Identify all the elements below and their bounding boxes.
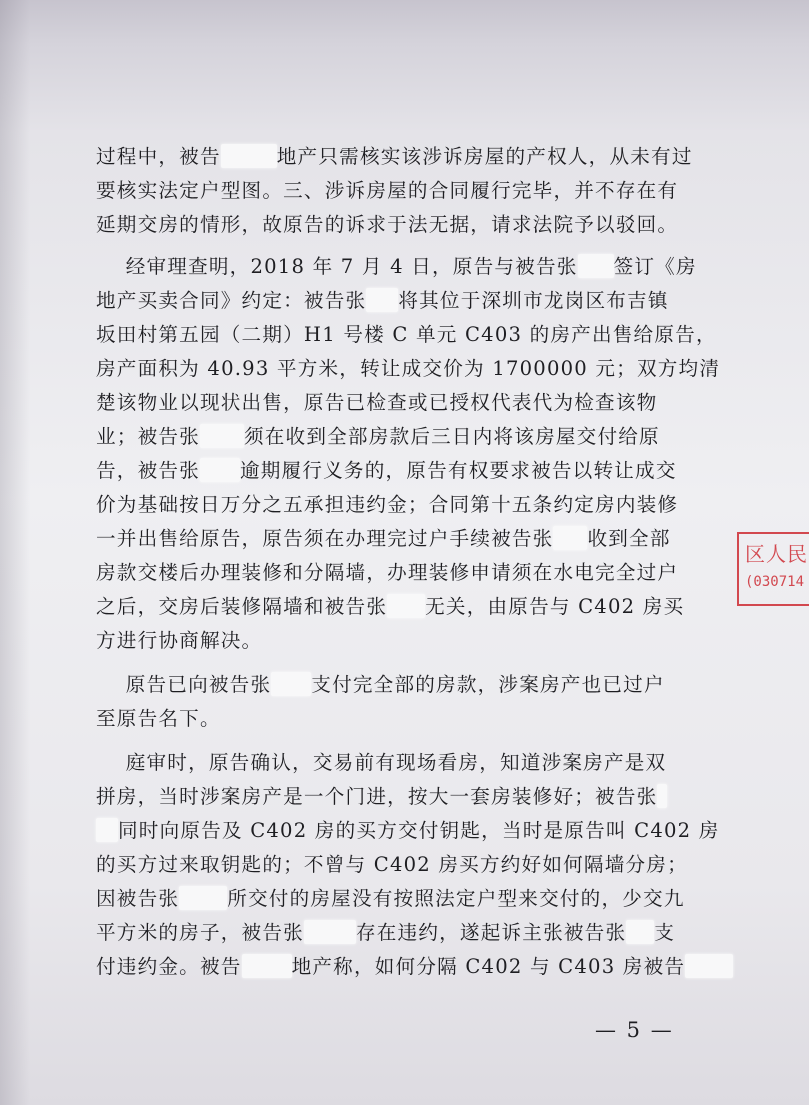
text-line: [96, 590, 696, 624]
text-segment: 地产买卖合同》约定：被告张: [96, 289, 367, 312]
redaction-block: [626, 920, 654, 944]
text-segment: 一并出售给原告，原告须在办理完过户手续被告张: [96, 527, 554, 550]
text-line: [96, 454, 696, 488]
text-segment: 告，被告张: [96, 459, 200, 482]
text-segment: 的买方过来取钥匙的；不曾与 C402 房买方约好如何隔墙分房；: [96, 853, 688, 876]
text-segment: 拼房，当时涉案房产是一个门进，按大一套房装修好；被告张: [96, 785, 658, 808]
seal-stamp-code: (030714: [745, 574, 805, 590]
text-segment: 之后，交房后装修隔墙和被告张: [96, 595, 388, 618]
text-line: [96, 882, 696, 916]
text-segment: 付违约金。被告: [96, 955, 242, 978]
redaction-block: [96, 818, 118, 842]
redaction-block: [271, 672, 311, 696]
text-segment: 将其位于深圳市龙岗区布吉镇: [398, 289, 669, 312]
text-segment: 地产称，如何分隔 C402 与 C403 房被告: [291, 955, 686, 978]
text-line: [96, 522, 696, 556]
redaction-block: [304, 920, 356, 944]
page-number: — 5 —: [595, 1018, 674, 1042]
text-line: [96, 624, 696, 658]
text-segment: 原告已向被告张: [96, 673, 272, 696]
redaction-block: [553, 526, 587, 550]
redaction-block: [657, 784, 667, 808]
redaction-block: [179, 886, 227, 910]
text-segment: 经审理查明，2018 年 7 月 4 日，原告与被告张: [96, 255, 578, 278]
redaction-block: [200, 424, 244, 448]
text-line: [96, 780, 696, 814]
text-segment: 房产面积为 40.93 平方米，转让成交价为 1700000 元；双方均清: [96, 357, 721, 380]
text-segment: 无关，由原告与 C402 房买: [425, 595, 685, 618]
redaction-block: [221, 144, 277, 168]
text-line: [96, 386, 696, 420]
text-line: [96, 848, 696, 882]
text-line: [96, 208, 696, 242]
text-segment: 逾期履行义务的，原告有权要求被告以转让成交: [239, 459, 677, 482]
text-segment: 所交付的房屋没有按照法定户型来交付的，少交九: [227, 887, 685, 910]
seal-stamp-text: 区人民: [745, 542, 808, 566]
text-line: [96, 488, 696, 522]
text-line: [96, 814, 720, 848]
text-segment: 至原告名下。: [96, 707, 221, 730]
text-segment: 延期交房的情形，故原告的诉求于法无据，请求法院予以驳回。: [96, 213, 679, 236]
text-segment: 存在违约，遂起诉主张被告张: [355, 921, 627, 944]
redaction-block: [200, 458, 240, 482]
text-segment: 要核实法定户型图。三、涉诉房屋的合同履行完毕，并不存在有: [96, 179, 679, 202]
text-line: [96, 174, 696, 208]
text-line: [96, 420, 696, 454]
text-segment: 平方米的房子，被告张: [96, 921, 304, 944]
text-line: [96, 702, 696, 736]
text-segment: 方进行协商解决。: [96, 629, 263, 652]
text-segment: 支付完全部的房款，涉案房产也已过户: [311, 673, 665, 696]
redaction-block: [366, 288, 398, 312]
text-line: [96, 668, 696, 702]
text-segment: 同时向原告及 C402 房的买方交付钥匙，当时是原告叫 C402 房: [118, 819, 720, 842]
text-line: [96, 284, 696, 318]
text-line: [96, 746, 696, 780]
text-line: [96, 556, 696, 590]
redaction-block: [685, 954, 733, 978]
text-segment: 须在收到全部房款后三日内将该房屋交付给原: [243, 425, 660, 448]
text-segment: 房款交楼后办理装修和分隔墙，办理装修申请须在水电完全过户: [96, 561, 679, 584]
text-segment: 业；被告张: [96, 425, 200, 448]
text-segment: 楚该物业以现状出售，原告已检查或已授权代表代为检查该物: [96, 391, 658, 414]
text-line: [96, 250, 696, 284]
text-line: [96, 352, 721, 386]
text-line: [96, 916, 696, 950]
text-line: [96, 950, 696, 984]
redaction-block: [242, 954, 292, 978]
text-segment: 价为基础按日万分之五承担违约金；合同第十五条约定房内装修: [96, 493, 679, 516]
text-segment: 因被告张: [96, 887, 180, 910]
text-segment: 签订《房: [613, 255, 697, 278]
redaction-block: [387, 594, 425, 618]
redaction-block: [578, 254, 614, 278]
text-line: [96, 318, 717, 352]
text-segment: 地产只需核实该涉诉房屋的产权人，从未有过: [276, 145, 693, 168]
text-segment: 过程中，被告: [96, 145, 221, 168]
text-segment: 坂田村第五园（二期）H1 号楼 C 单元 C403 的房产出售给原告，: [96, 323, 717, 346]
text-segment: 收到全部: [587, 527, 671, 550]
text-line: [96, 140, 696, 174]
text-segment: 支: [654, 921, 676, 944]
text-segment: 庭审时，原告确认，交易前有现场看房，知道涉案房产是双: [96, 751, 667, 774]
